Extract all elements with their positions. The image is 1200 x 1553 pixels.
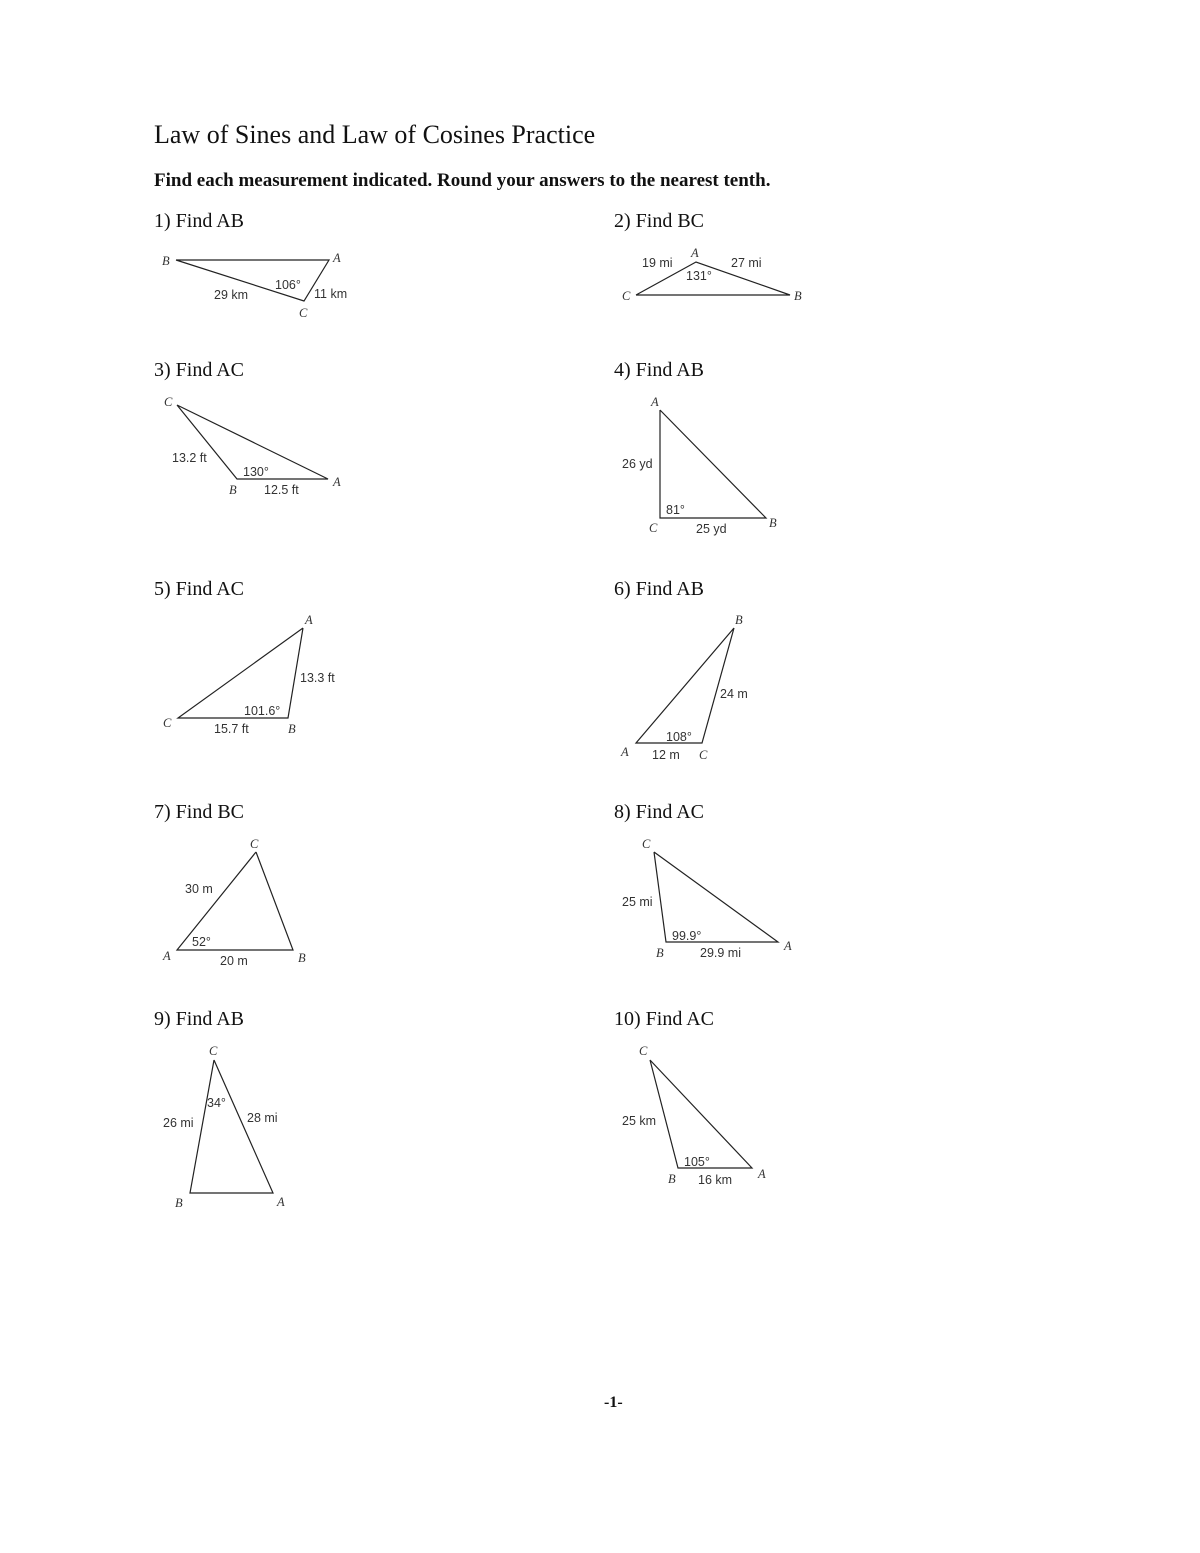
vertex-C: C <box>642 837 651 851</box>
problem-7-triangle <box>162 837 306 968</box>
vertex-B: B <box>769 516 777 530</box>
vertex-A: A <box>758 1167 766 1181</box>
problem-10-triangle <box>622 1044 766 1187</box>
problem-6-triangle <box>620 613 748 762</box>
side-label: 13.3 ft <box>300 671 335 685</box>
vertex-C: C <box>209 1044 218 1058</box>
problem-3-triangle <box>164 395 341 497</box>
problem-2-label: 2) Find BC <box>614 210 705 232</box>
side-label: 25 yd <box>696 522 727 536</box>
angle-label: 34° <box>207 1096 226 1110</box>
triangle-5-outline <box>178 628 303 718</box>
triangle-9-outline <box>190 1060 273 1193</box>
vertex-C: C <box>250 837 259 851</box>
vertex-A: A <box>621 745 629 759</box>
side-label: 25 km <box>622 1114 657 1128</box>
triangle-10-outline <box>650 1060 752 1168</box>
side-label: 28 mi <box>247 1111 278 1125</box>
angle-label: 101.6° <box>244 704 281 718</box>
side-label: 25 mi <box>622 895 653 909</box>
vertex-C: C <box>639 1044 648 1058</box>
vertex-C: C <box>164 395 173 409</box>
side-label: 20 m <box>220 954 248 968</box>
angle-label: 130° <box>243 465 269 479</box>
vertex-A: A <box>333 475 341 489</box>
side-label: 27 mi <box>731 256 762 270</box>
side-label: 13.2 ft <box>172 451 207 465</box>
problem-4-triangle <box>622 395 777 536</box>
problem-9-label: 9) Find AB <box>154 1008 245 1030</box>
vertex-C: C <box>299 306 308 320</box>
triangle-6-outline <box>636 628 734 743</box>
vertex-B: B <box>298 951 306 965</box>
side-label: 15.7 ft <box>214 722 249 736</box>
problem-6-label: 6) Find AB <box>614 578 705 600</box>
side-label: 19 mi <box>642 256 673 270</box>
triangle-1-outline <box>176 260 329 301</box>
vertex-A: A <box>333 251 341 265</box>
side-label: 16 km <box>698 1173 733 1187</box>
vertex-C: C <box>163 716 172 730</box>
vertex-B: B <box>668 1172 676 1186</box>
page-number: -1- <box>604 1394 623 1411</box>
vertex-C: C <box>699 748 708 762</box>
vertex-A: A <box>691 246 699 260</box>
vertex-B: B <box>656 946 664 960</box>
problem-1-label: 1) Find AB <box>154 210 245 232</box>
angle-label: 106° <box>275 278 301 292</box>
side-label: 12 m <box>652 748 680 762</box>
side-label: 24 m <box>720 687 748 701</box>
side-label: 30 m <box>185 882 213 896</box>
problem-7-label: 7) Find BC <box>154 801 245 823</box>
instructions: Find each measurement indicated. Round your answers to the nearest tenth. <box>154 170 771 191</box>
vertex-C: C <box>649 521 658 535</box>
problem-9-triangle <box>163 1044 285 1210</box>
angle-label: 52° <box>192 935 211 949</box>
vertex-B: B <box>162 254 170 268</box>
side-label: 12.5 ft <box>264 483 299 497</box>
problem-2-triangle <box>622 246 802 303</box>
side-label: 26 mi <box>163 1116 194 1130</box>
vertex-C: C <box>622 289 631 303</box>
problem-8-label: 8) Find AC <box>614 801 705 823</box>
angle-label: 131° <box>686 269 712 283</box>
problem-1-triangle <box>162 251 347 320</box>
side-label: 29 km <box>214 288 249 302</box>
vertex-A: A <box>163 949 171 963</box>
angle-label: 108° <box>666 730 692 744</box>
side-label: 26 yd <box>622 457 653 471</box>
vertex-B: B <box>175 1196 183 1210</box>
triangle-4-outline <box>660 410 766 518</box>
problem-10-label: 10) Find AC <box>614 1008 715 1030</box>
angle-label: 81° <box>666 503 685 517</box>
vertex-B: B <box>735 613 743 627</box>
vertex-A: A <box>305 613 313 627</box>
angle-label: 99.9° <box>672 929 702 943</box>
side-label: 11 km <box>314 287 348 301</box>
angle-label: 105° <box>684 1155 710 1169</box>
vertex-A: A <box>784 939 792 953</box>
vertex-A: A <box>651 395 659 409</box>
problem-4-label: 4) Find AB <box>614 359 705 381</box>
problem-5-label: 5) Find AC <box>154 578 245 600</box>
vertex-B: B <box>229 483 237 497</box>
vertex-B: B <box>288 722 296 736</box>
vertex-B: B <box>794 289 802 303</box>
problem-8-triangle <box>622 837 792 960</box>
side-label: 29.9 mi <box>700 946 741 960</box>
problem-5-triangle <box>163 613 335 736</box>
worksheet-title: Law of Sines and Law of Cosines Practice <box>154 120 596 149</box>
problem-3-label: 3) Find AC <box>154 359 245 381</box>
vertex-A: A <box>277 1195 285 1209</box>
